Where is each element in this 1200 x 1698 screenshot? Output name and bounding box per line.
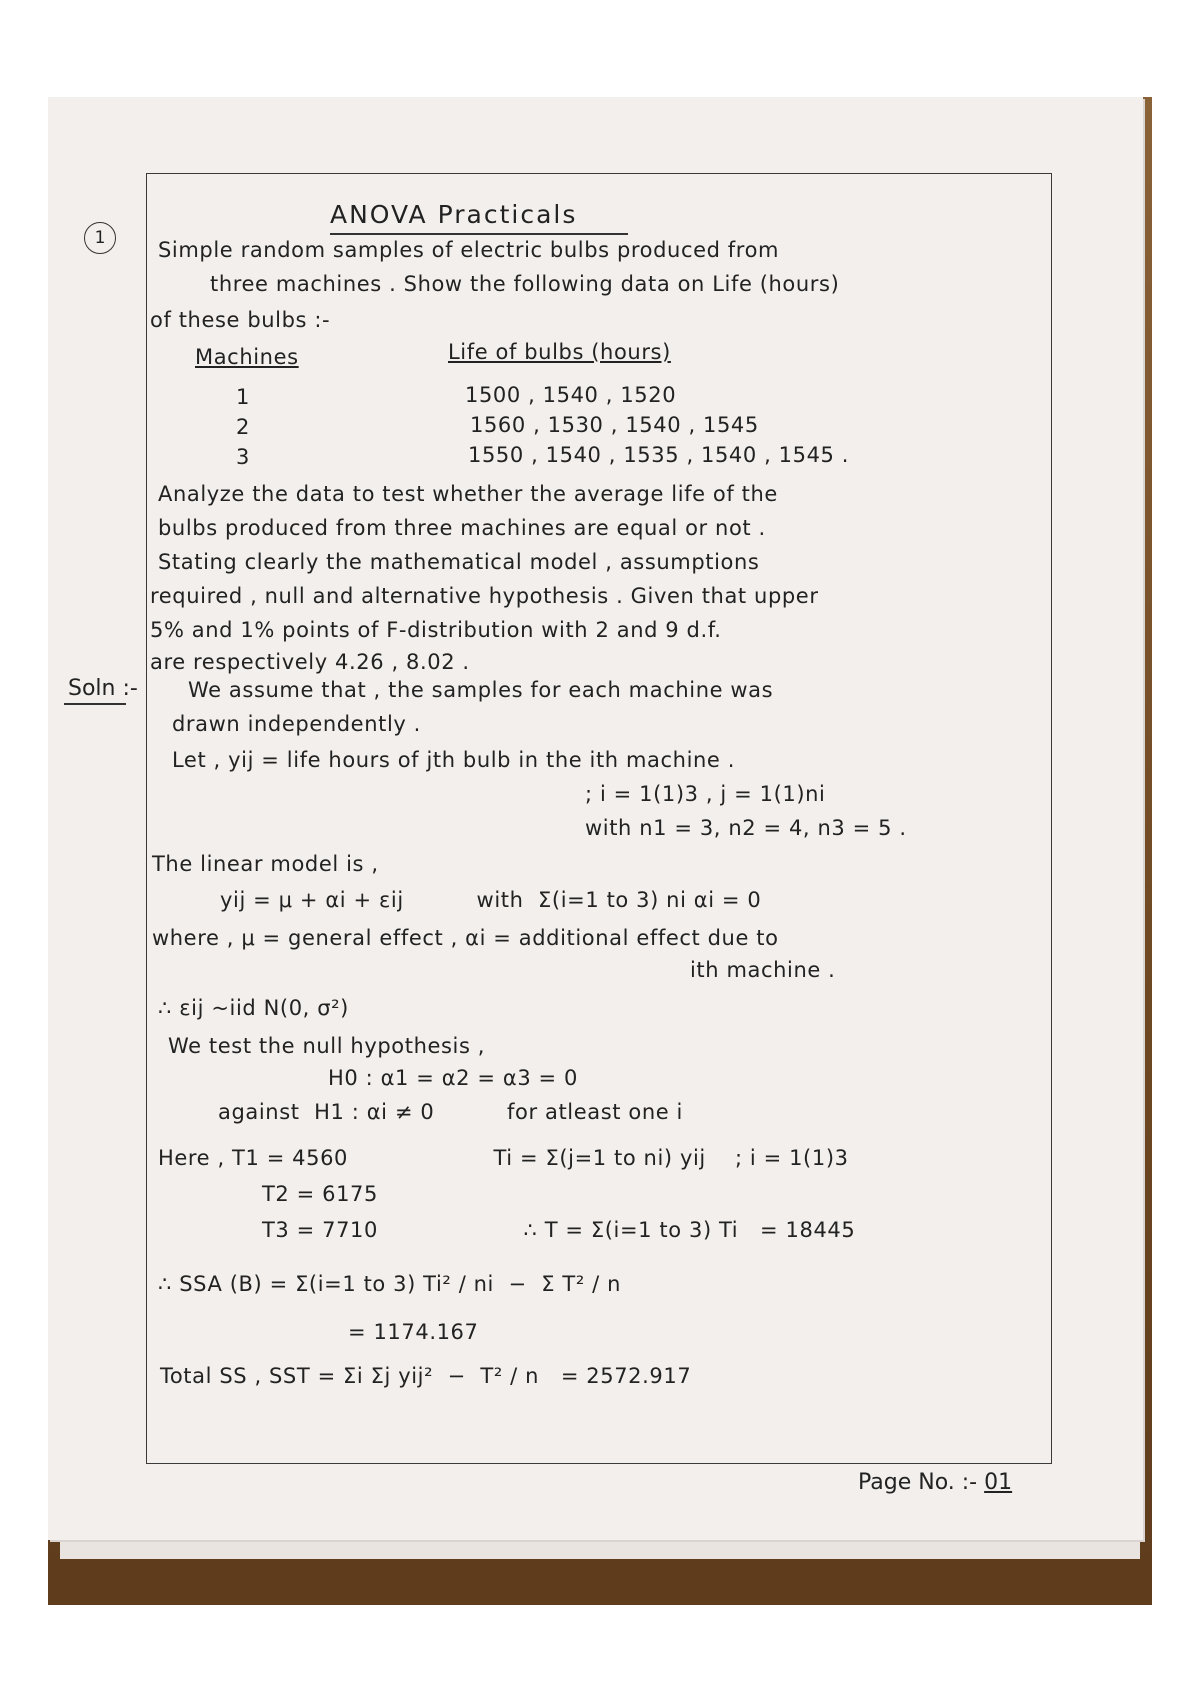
table-machine-2: 2 — [236, 415, 250, 439]
solution-line-2: drawn independently . — [172, 712, 421, 736]
table-life-2: 1560 , 1530 , 1540 , 1545 — [470, 413, 759, 437]
solution-line-9: ith machine . — [690, 958, 836, 982]
table-header-machines: Machines — [195, 345, 299, 369]
table-machine-3: 3 — [236, 445, 250, 469]
solution-label-underline — [64, 703, 126, 705]
page-number-label: Page No. :- — [858, 1470, 978, 1495]
solution-line-1: We assume that , the samples for each machine was — [188, 678, 774, 702]
solution-line-5: with n1 = 3, n2 = 4, n3 = 5 . — [585, 816, 907, 840]
page-number — [858, 1470, 1012, 1495]
problem-line-3: of these bulbs :- — [150, 308, 331, 332]
solution-line-13: against H1 : αi ≠ 0 for atleast one i — [218, 1100, 683, 1124]
analyze-line-2: bulbs produced from three machines are equal or not . — [158, 516, 766, 540]
solution-line-19: Total SS , SST = Σi Σj yij² − T² / n = 2572.917 — [160, 1364, 692, 1388]
solution-line-10: ∴ εij ~iid N(0, σ²) — [158, 996, 349, 1020]
analyze-line-3: Stating clearly the mathematical model , assumptions — [158, 550, 760, 574]
table-header-life: Life of bulbs (hours) — [448, 340, 671, 364]
problem-line-2: three machines . Show the following data on Life (hours) — [210, 272, 840, 296]
question-number: 1 — [84, 222, 116, 254]
analyze-line-1: Analyze the data to test whether the average life of the — [158, 482, 778, 506]
solution-line-6: The linear model is , — [152, 852, 379, 876]
solution-line-12: H0 : α1 = α2 = α3 = 0 — [328, 1066, 578, 1090]
solution-line-15: T2 = 6175 — [262, 1182, 378, 1206]
analyze-line-6: are respectively 4.26 , 8.02 . — [150, 650, 470, 674]
solution-line-17: ∴ SSA (B) = Σ(i=1 to 3) Ti² / ni − Σ T² / n — [158, 1272, 622, 1296]
solution-line-18: = 1174.167 — [348, 1320, 479, 1344]
table-life-3: 1550 , 1540 , 1535 , 1540 , 1545 . — [468, 443, 850, 467]
solution-line-8: where , μ = general effect , αi = additional effect due to — [152, 926, 779, 950]
analyze-line-5: 5% and 1% points of F-distribution with 2 and 9 d.f. — [150, 618, 722, 642]
analyze-line-4: required , null and alternative hypothesis . Given that upper — [150, 584, 819, 608]
solution-line-16: T3 = 7710 ∴ T = Σ(i=1 to 3) Ti = 18445 — [262, 1218, 856, 1242]
solution-line-7: yij = μ + αi + εij with Σ(i=1 to 3) ni αi = 0 — [220, 888, 762, 912]
solution-line-14: Here , T1 = 4560 Ti = Σ(j=1 to ni) yij ; i = 1(1)3 — [158, 1146, 849, 1170]
title-underline — [330, 233, 628, 235]
table-life-1: 1500 , 1540 , 1520 — [465, 383, 677, 407]
page-number-value: 01 — [984, 1470, 1013, 1495]
page-title: ANOVA Practicals — [330, 200, 578, 229]
table-machine-1: 1 — [236, 385, 250, 409]
solution-line-11: We test the null hypothesis , — [168, 1034, 486, 1058]
solution-line-4: ; i = 1(1)3 , j = 1(1)ni — [585, 782, 826, 806]
solution-label: Soln :- — [68, 676, 138, 701]
solution-line-3: Let , yij = life hours of jth bulb in the ith machine . — [172, 748, 735, 772]
problem-line-1: Simple random samples of electric bulbs produced from — [158, 238, 780, 262]
